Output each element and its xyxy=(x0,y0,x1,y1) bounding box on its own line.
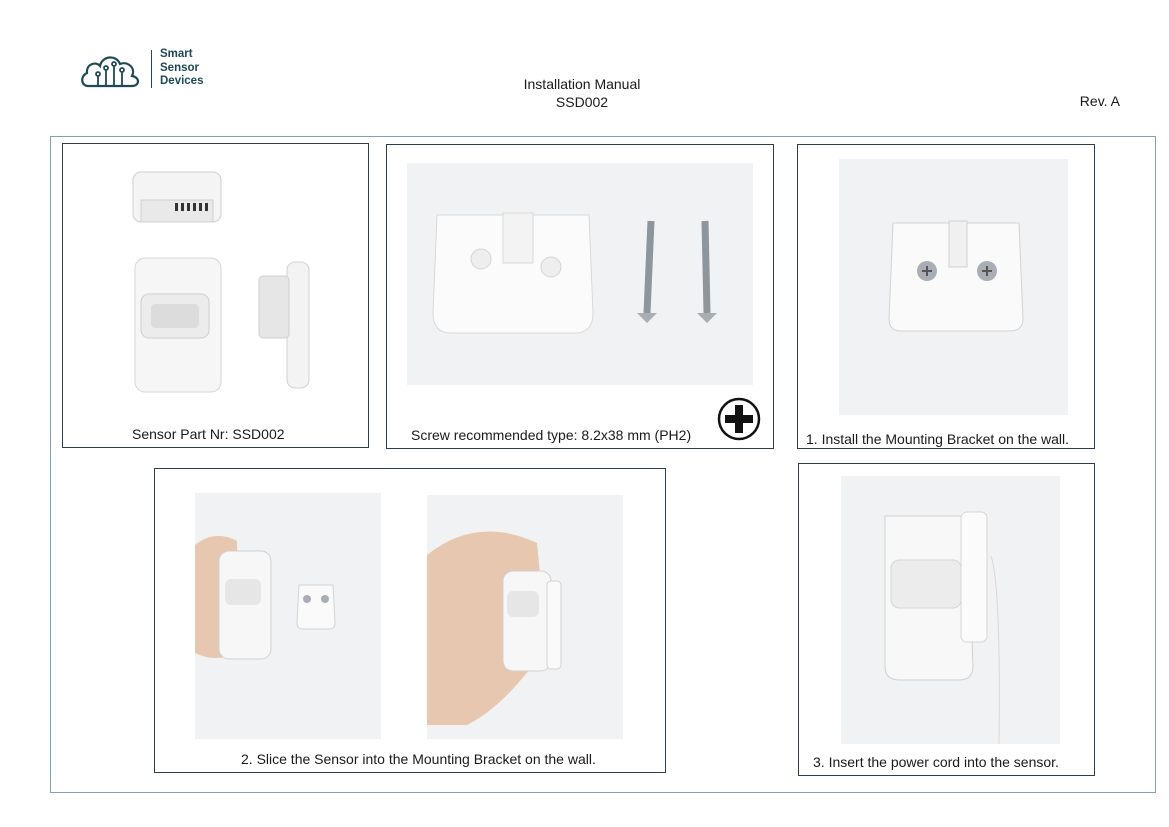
bracket-screws-panel xyxy=(386,144,774,449)
step1-photo xyxy=(839,159,1068,415)
sensor-panel xyxy=(62,143,369,448)
logo-wordmark xyxy=(160,48,203,89)
logo-line-1: Smart xyxy=(160,48,193,60)
step2-photo-left xyxy=(195,493,381,739)
document-title: Installation Manual xyxy=(523,76,641,92)
step3-caption: 3. Insert the power cord into the sensor. xyxy=(813,754,1059,770)
wall-bracket-illustration xyxy=(839,159,1068,415)
sensor-product-illustration xyxy=(63,144,367,424)
sensor-top-view xyxy=(133,172,221,222)
logo-line-3: Devices xyxy=(160,75,204,87)
step3-panel xyxy=(798,463,1095,776)
phillips-head-icon xyxy=(717,397,761,441)
step3-photo xyxy=(841,476,1060,744)
sensor-front-view xyxy=(135,258,221,392)
mounting-bracket xyxy=(433,213,593,333)
logo-divider xyxy=(151,50,152,88)
logo-line-2: Sensor xyxy=(160,61,199,74)
document-part-number: SSD002 xyxy=(555,94,609,110)
screw-right xyxy=(697,221,717,323)
sensor-with-power-cord-illustration xyxy=(841,476,1060,744)
step1-caption: 1. Install the Mounting Bracket on the wall. xyxy=(806,431,1070,447)
brand-logo xyxy=(80,46,220,92)
screw-left xyxy=(637,221,657,323)
sensor-side-view xyxy=(259,262,309,388)
cloud-circuit-icon xyxy=(80,46,146,92)
step2-caption: 2. Slice the Sensor into the Mounting Bracket on the wall. xyxy=(241,751,596,767)
hand-holding-sensor-illustration xyxy=(195,493,381,739)
revision-label: Rev. A xyxy=(1079,93,1120,109)
bracket-screws-photo xyxy=(407,163,753,385)
step2-photo-right xyxy=(427,495,623,739)
step2-panel xyxy=(154,468,666,773)
document-title-block xyxy=(480,75,684,111)
screw-caption: Screw recommended type: 8.2x38 mm (PH2) xyxy=(411,427,692,443)
bracket-screws-illustration xyxy=(407,163,753,385)
step1-panel xyxy=(797,144,1095,449)
hand-sliding-sensor-illustration xyxy=(427,495,623,739)
sensor-caption: Sensor Part Nr: SSD002 xyxy=(132,426,285,442)
